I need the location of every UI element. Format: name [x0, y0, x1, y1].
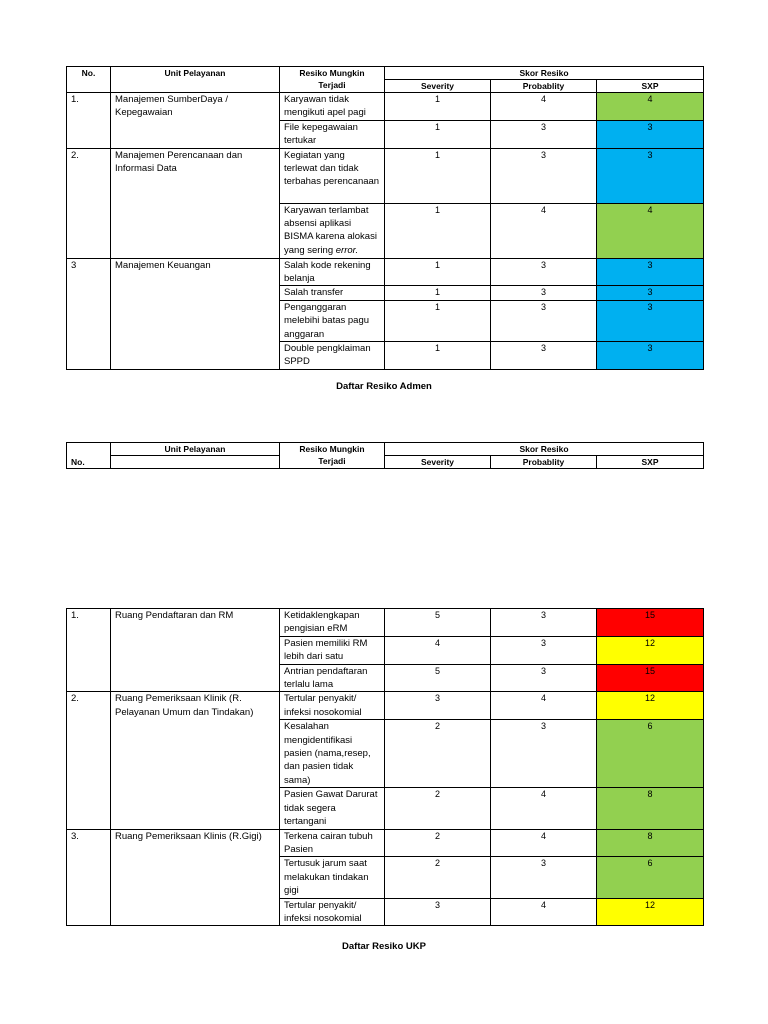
admen-risk-label: Salah kode rekening belanja: [284, 259, 371, 285]
admen-sxp-value: 3: [597, 148, 704, 203]
header-risk: [280, 67, 385, 93]
ukp-risk-label: Ketidaklengkapan pengisian eRM: [284, 610, 360, 635]
ukp-risk-text: [280, 692, 385, 720]
header-severity: Severity: [385, 80, 491, 93]
header-unit: Unit Pelayanan: [111, 67, 280, 93]
ukp-unit-name: Ruang Pendaftaran dan RM: [111, 609, 280, 692]
admen-sxp-value: 4: [597, 203, 704, 258]
ukp-severity-value: 2: [385, 788, 491, 829]
ukp-sxp-value: 15: [597, 664, 704, 692]
admen-risk-text: [280, 93, 385, 121]
ukp-risk-label: Tertular penyakit/ infeksi nosokomial: [284, 899, 362, 924]
ukp-header-risk-line1: Resiko Mungkin: [299, 444, 365, 454]
table-row: [67, 692, 704, 720]
ukp-probability-value: 3: [491, 664, 597, 692]
header-score: Skor Resiko: [385, 67, 704, 80]
admen-risk-label: Salah transfer: [284, 287, 344, 299]
header-sxp: SXP: [597, 80, 704, 93]
admen-sxp-value: 3: [597, 300, 704, 341]
ukp-probability-value: 4: [491, 788, 597, 829]
admen-probability-value: 3: [491, 286, 597, 300]
admen-risk-label: Penganggaran melebihi batas pagu anggaran: [284, 301, 370, 340]
ukp-risk-label: Kesalahan mengidentifikasi pasien (nama,resep, dan pasien tidak sama): [284, 721, 371, 786]
table-row: [67, 258, 704, 286]
admen-risk-label: Double pengklaiman SPPD: [284, 343, 371, 368]
ukp-caption: Daftar Resiko UKP: [342, 941, 426, 952]
admen-risk-emphasis: error.: [335, 244, 359, 256]
admen-probability-value: 3: [491, 342, 597, 370]
header-probability: Probablity: [491, 80, 597, 93]
ukp-header-severity: Severity: [385, 456, 491, 469]
admen-group-no: 2.: [67, 148, 111, 258]
admen-severity-value: 1: [385, 120, 491, 148]
table-row: [67, 93, 704, 121]
ukp-probability-value: 4: [491, 829, 597, 857]
admen-unit-name: Manajemen Perencanaan dan Informasi Data: [111, 148, 280, 258]
admen-risk-table: [66, 66, 704, 370]
admen-risk-text: [280, 258, 385, 286]
admen-probability-value: 4: [491, 93, 597, 121]
ukp-risk-text: [280, 898, 385, 926]
ukp-header-unit: Unit Pelayanan: [111, 443, 280, 456]
ukp-header-unit-blank: [111, 456, 280, 469]
admen-probability-value: 3: [491, 120, 597, 148]
admen-group-no: 3: [67, 258, 111, 369]
admen-risk-text: [280, 300, 385, 341]
admen-risk-text: [280, 342, 385, 370]
ukp-probability-value: 3: [491, 636, 597, 664]
ukp-severity-value: 3: [385, 692, 491, 720]
ukp-header-no-top: [67, 443, 111, 456]
ukp-risk-label: Antrian pendaftaran terlalu lama: [284, 665, 368, 691]
admen-caption: Daftar Resiko Admen: [336, 381, 432, 392]
table-row: [67, 148, 704, 203]
ukp-severity-value: 2: [385, 857, 491, 898]
admen-sxp-value: 3: [597, 120, 704, 148]
ukp-risk-table-body: [67, 609, 704, 926]
admen-risk-text: [280, 203, 385, 258]
ukp-risk-text: [280, 788, 385, 829]
ukp-probability-value: 4: [491, 898, 597, 926]
ukp-header-probability: Probablity: [491, 456, 597, 469]
ukp-severity-value: 5: [385, 664, 491, 692]
ukp-group-no: 1.: [67, 609, 111, 692]
ukp-severity-value: 3: [385, 898, 491, 926]
ukp-severity-value: 5: [385, 609, 491, 637]
admen-severity-value: 1: [385, 93, 491, 121]
table-row: [67, 829, 704, 857]
admen-sxp-value: 3: [597, 286, 704, 300]
admen-risk-text: [280, 120, 385, 148]
ukp-header-table: [66, 442, 704, 469]
ukp-risk-text: [280, 857, 385, 898]
admen-group-no: 1.: [67, 93, 111, 149]
admen-sxp-value: 3: [597, 258, 704, 286]
ukp-sxp-value: 8: [597, 788, 704, 829]
admen-probability-value: 3: [491, 258, 597, 286]
ukp-group-no: 2.: [67, 692, 111, 829]
ukp-risk-text: [280, 664, 385, 692]
admen-severity-value: 1: [385, 258, 491, 286]
ukp-risk-label: Pasien Gawat Darurat tidak segera tertangani: [284, 789, 378, 828]
admen-probability-value: 4: [491, 203, 597, 258]
admen-risk-text: [280, 286, 385, 300]
ukp-severity-value: 2: [385, 829, 491, 857]
ukp-risk-text: [280, 829, 385, 857]
admen-risk-label: Karyawan tidak mengikuti apel pagi: [284, 94, 366, 119]
ukp-sxp-value: 12: [597, 898, 704, 926]
ukp-risk-text: [280, 720, 385, 788]
admen-severity-value: 1: [385, 203, 491, 258]
header-risk-line2: Terjadi: [318, 80, 346, 90]
ukp-group-no: 3.: [67, 829, 111, 926]
ukp-sxp-value: 8: [597, 829, 704, 857]
ukp-probability-value: 3: [491, 857, 597, 898]
header-no: No.: [67, 67, 111, 93]
ukp-risk-label: Tertular penyakit/ infeksi nosokomial: [284, 693, 362, 718]
admen-risk-table-body: [67, 67, 704, 370]
admen-sxp-value: 4: [597, 93, 704, 121]
ukp-severity-value: 2: [385, 720, 491, 788]
ukp-risk-table: [66, 608, 704, 926]
admen-risk-label: Kegiatan yang terlewat dan tidak terbahas perencanaan: [284, 149, 380, 188]
admen-risk-label: File kepegawaian tertukar: [284, 121, 358, 147]
ukp-unit-name: Ruang Pemeriksaan Klinik (R. Pelayanan Umum dan Tindakan): [111, 692, 280, 829]
ukp-sxp-value: 12: [597, 692, 704, 720]
admen-risk-text: [280, 148, 385, 203]
header-risk-line1: Resiko Mungkin: [299, 68, 365, 78]
ukp-header-no: No.: [67, 456, 111, 469]
ukp-header-risk: [280, 443, 385, 469]
admen-risk-label: Karyawan terlambat absensi aplikasi BISMA karena alokasi yang sering: [284, 204, 377, 256]
ukp-sxp-value: 12: [597, 636, 704, 664]
ukp-header-score: Skor Resiko: [385, 443, 704, 456]
ukp-probability-value: 3: [491, 720, 597, 788]
ukp-risk-text: [280, 636, 385, 664]
ukp-header-sxp: SXP: [597, 456, 704, 469]
admen-severity-value: 1: [385, 148, 491, 203]
ukp-risk-label: Tertusuk jarum saat melakukan tindakan gigi: [284, 858, 369, 897]
ukp-severity-value: 4: [385, 636, 491, 664]
admen-severity-value: 1: [385, 286, 491, 300]
table-row: [67, 609, 704, 637]
admen-severity-value: 1: [385, 300, 491, 341]
ukp-sxp-value: 6: [597, 857, 704, 898]
ukp-probability-value: 3: [491, 609, 597, 637]
admen-sxp-value: 3: [597, 342, 704, 370]
admen-probability-value: 3: [491, 148, 597, 203]
admen-unit-name: Manajemen SumberDaya / Kepegawaian: [111, 93, 280, 149]
ukp-header-risk-line2: Terjadi: [318, 456, 346, 466]
ukp-risk-text: [280, 609, 385, 637]
ukp-probability-value: 4: [491, 692, 597, 720]
admen-probability-value: 3: [491, 300, 597, 341]
ukp-sxp-value: 6: [597, 720, 704, 788]
admen-severity-value: 1: [385, 342, 491, 370]
admen-unit-name: Manajemen Keuangan: [111, 258, 280, 369]
ukp-unit-name: Ruang Pemeriksaan Klinis (R.Gigi): [111, 829, 280, 926]
ukp-sxp-value: 15: [597, 609, 704, 637]
ukp-risk-label: Pasien memiliki RM lebih dari satu: [284, 637, 368, 663]
ukp-risk-label: Terkena cairan tubuh Pasien: [284, 830, 373, 855]
